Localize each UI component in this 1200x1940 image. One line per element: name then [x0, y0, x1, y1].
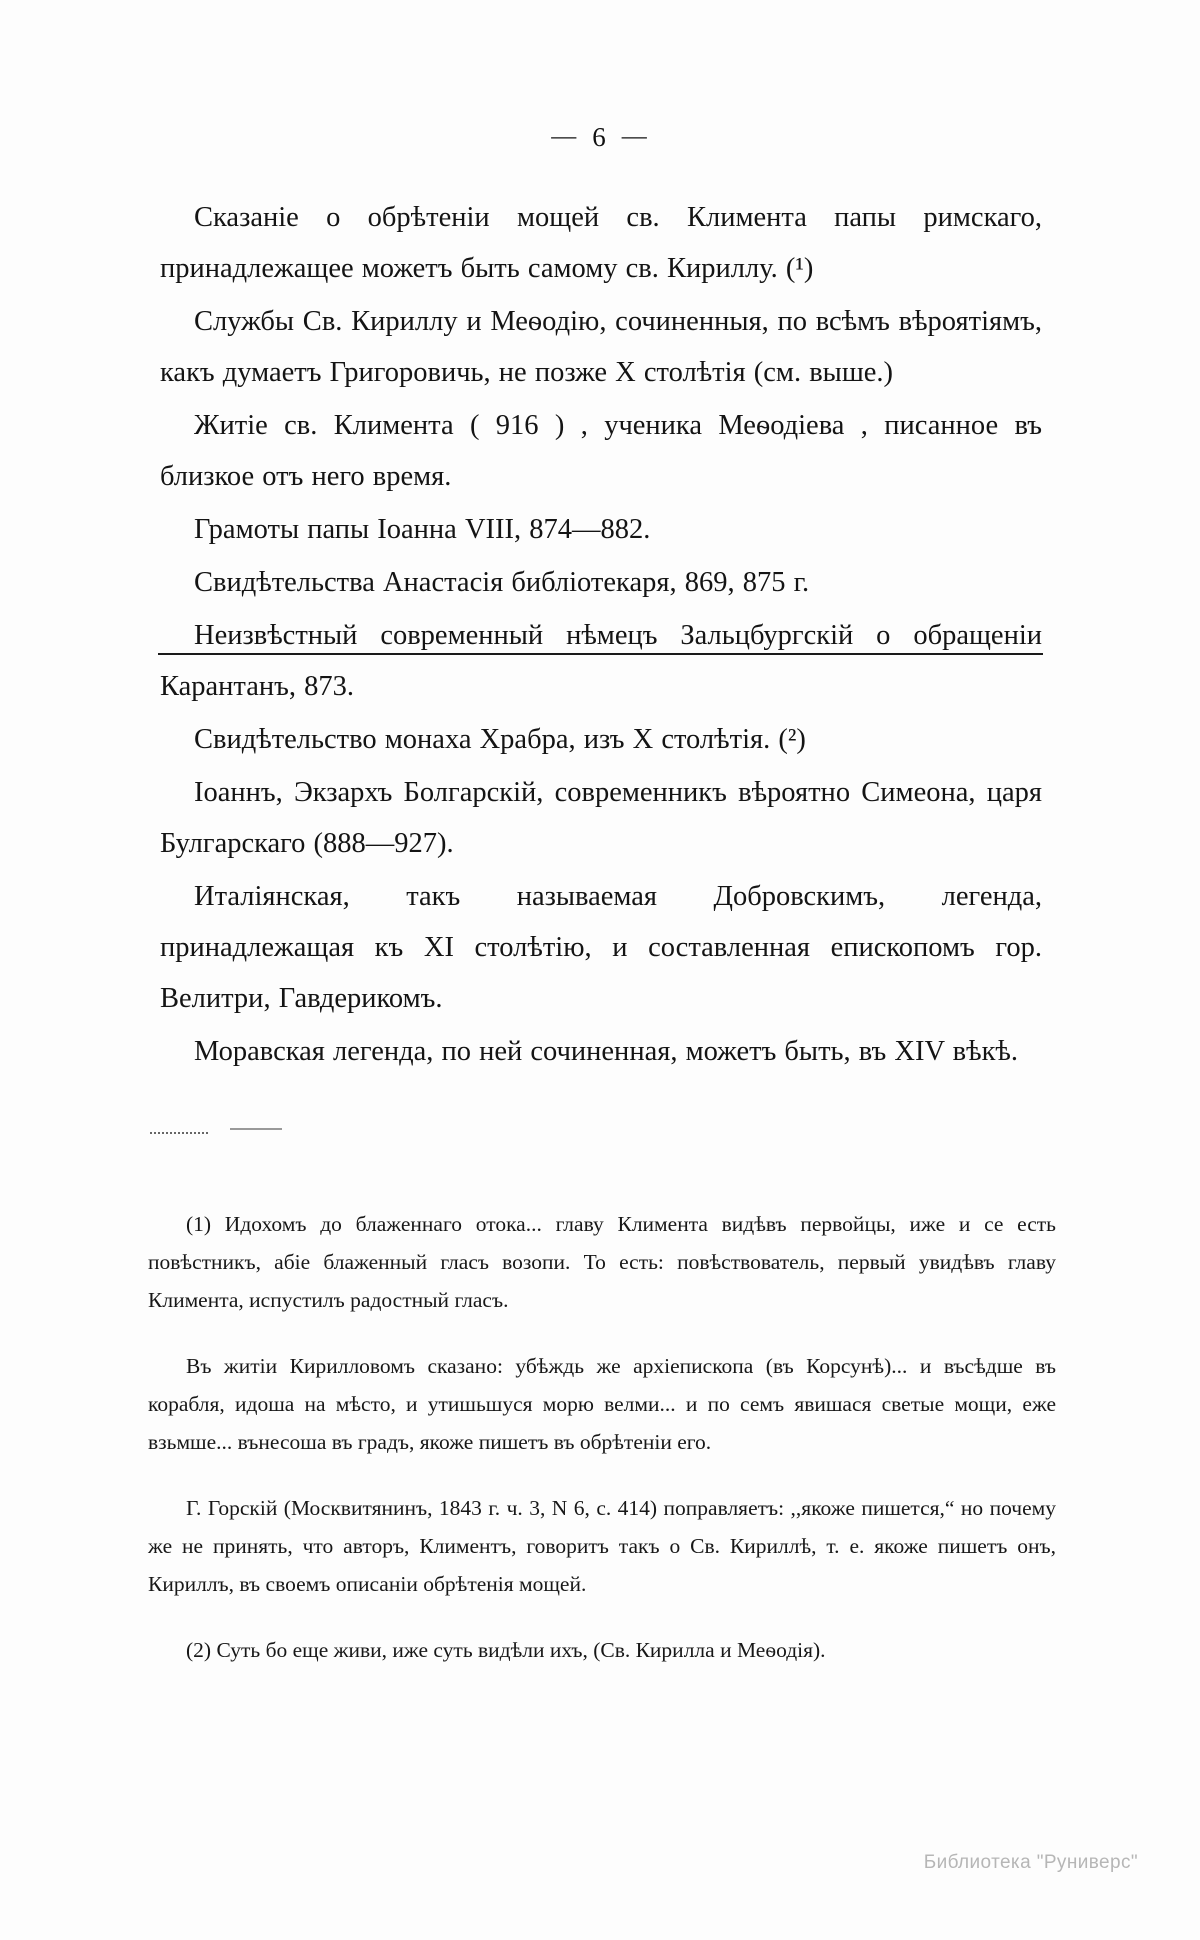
paragraph: Неизвѣстный современный нѣмецъ Зальцбургскій о обращеніи Карантанъ, 873. [160, 620, 1042, 702]
paragraph: Грамоты папы Іоанна VIII, 874—882. [194, 514, 651, 545]
library-watermark: Библиотека "Руниверс" [923, 1852, 1138, 1873]
body-text [160, 192, 1042, 1079]
paragraph: Свидѣтельство монаха Храбра, изъ X столѣтія. (²) [194, 724, 806, 755]
footnote-divider [150, 1132, 208, 1134]
paragraph: Моравская легенда, по ней сочиненная, можетъ быть, въ XIV вѣкѣ. [194, 1036, 1019, 1067]
footnote: Г. Горскій (Москвитянинъ, 1843 г. ч. 3, N 6, с. 414) поправляетъ: ,,якоже пишется,“ но почему же не принять, что авторъ, Климентъ, говоритъ такъ о Св. Кириллѣ, т. е. якоже пишетъ онъ, Кириллъ, въ своемъ описаніи обрѣтенія мощей. [148, 1496, 1056, 1596]
page-number [0, 122, 1200, 153]
paragraph: Іоаннъ, Экзархъ Болгарскій, современникъ вѣроятно Симеона, царя Булгарскаго (888—927). [160, 777, 1042, 859]
page-number-dash-left: — [551, 123, 579, 150]
footnote-divider-secondary [230, 1128, 282, 1130]
footnote: (2) Суть бо еще живи, иже суть видѣли ихъ, (Св. Кирилла и Меѳодія). [186, 1638, 826, 1662]
footnotes-block [148, 1205, 1056, 1697]
paragraph: Свидѣтельства Анастасія библіотекаря, 869, 875 г. [194, 567, 810, 598]
paragraph: Сказаніе о обрѣтеніи мощей св. Климента папы римскаго, принадлежащее можетъ быть самому св. Кириллу. (¹) [160, 202, 1042, 284]
struck-text: (888—927) [313, 828, 447, 859]
paragraph: Италіянская, такъ называемая Добровскимъ, легенда, принадлежащая къ XI столѣтію, и составленная епископомъ гор. Велитри, Гавдерикомъ. [160, 881, 1042, 1014]
paragraph: Житіе св. Климента ( 916 ) , ученика Меѳодіева , писанное въ близкое отъ него время. [160, 410, 1042, 492]
footnote: Въ житіи Кирилловомъ сказано: убѣждь же архіепископа (въ Корсунѣ)... и въсѣдше въ корабля, идоша на мѣсто, и утишьшуся морю велми... и по семъ явишася светые мощи, еже взьмше... вънесоша въ градъ, якоже пишетъ въ обрѣтеніи его. [148, 1354, 1056, 1454]
paragraph: Службы Св. Кириллу и Меѳодію, сочиненныя, по всѣмъ вѣроятіямъ, какъ думаетъ Григоровичь, не позже X столѣтія (см. выше.) [160, 306, 1042, 388]
page-number-value: 6 [592, 122, 608, 152]
footnote: (1) Идохомъ до блаженнаго отока... главу Климента видѣвъ первойцы, иже и се есть повѣстникъ, абіе блаженный гласъ возопи. То есть: повѣствователь, первый увидѣвъ главу Климента, испустилъ радостный гласъ. [148, 1212, 1056, 1312]
page-number-dash-right: — [621, 123, 649, 150]
